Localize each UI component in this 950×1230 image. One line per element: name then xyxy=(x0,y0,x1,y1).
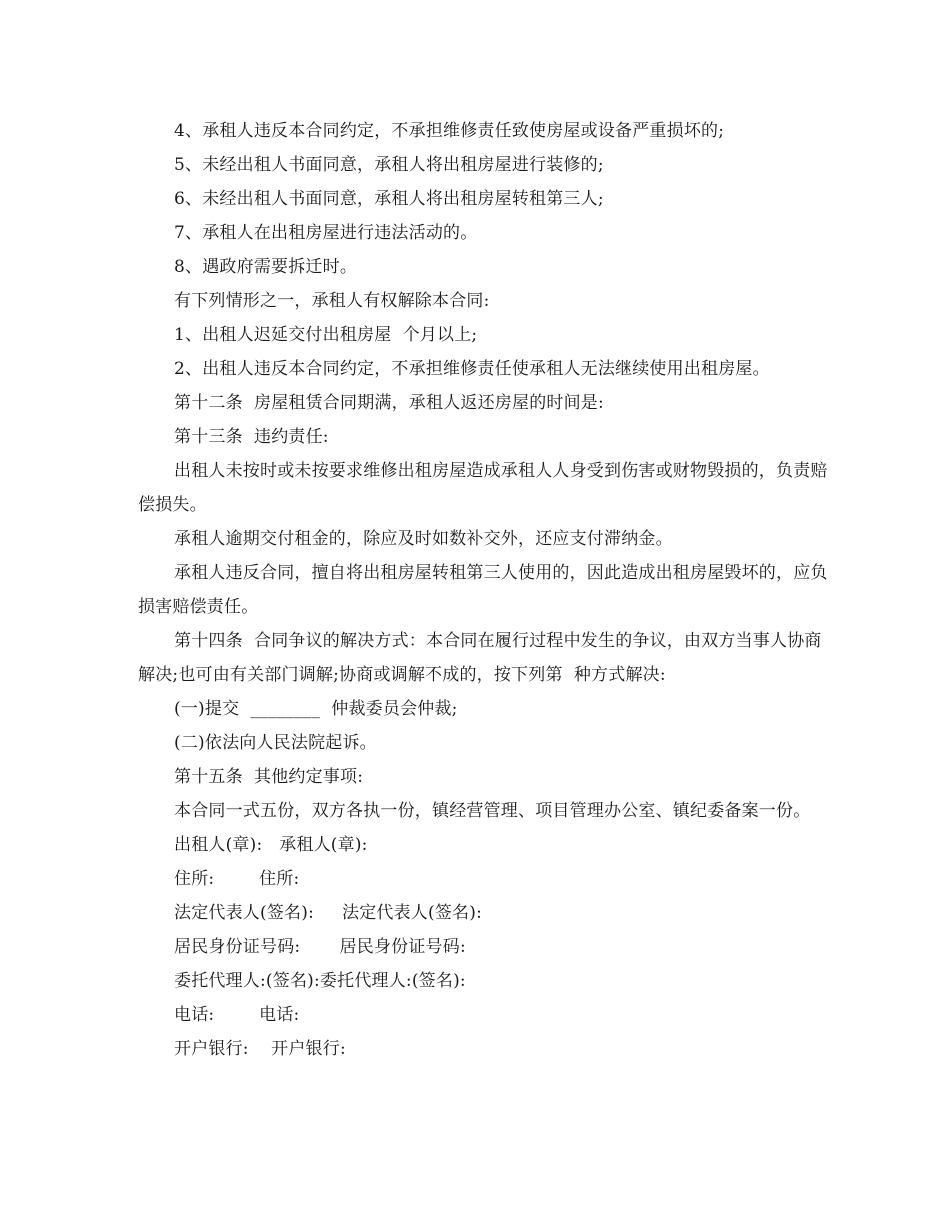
liability-landlord: 出租人未按时或未按要求维修出租房屋造成承租人人身受到伤害或财物毁损的，负责赔偿损失。 xyxy=(138,461,828,515)
signature-legal-rep-line: 法定代表人(签名): 法定代表人(签名): xyxy=(174,903,483,923)
signature-address-line: 住所: 住所: xyxy=(174,869,300,889)
signature-agent-line: 委托代理人:(签名):委托代理人:(签名): xyxy=(174,971,466,991)
article-12: 第十二条 房屋租赁合同期满，承租人返还房屋的时间是: xyxy=(174,393,604,413)
clause-item-8: 8、遇政府需要拆迁时。 xyxy=(174,257,358,277)
copies-clause: 本合同一式五份，双方各执一份，镇经营管理、项目管理办公室、镇纪委备案一份。 xyxy=(174,801,811,821)
signature-seal-line: 出租人(章): 承租人(章): xyxy=(174,835,368,855)
article-14: 第十四条 合同争议的解决方式：本合同在履行过程中发生的争议，由双方当事人协商解决;也可由有关部门调解;协商或调解不成的，按下列第 种方式解决: xyxy=(138,631,822,685)
dispute-option-1: (一)提交 ________ 仲裁委员会仲裁; xyxy=(174,699,458,719)
article-15: 第十五条 其他约定事项: xyxy=(174,767,364,787)
tenant-termination-intro: 有下列情形之一，承租人有权解除本合同: xyxy=(174,291,490,311)
clause-item-6: 6、未经出租人书面同意，承租人将出租房屋转租第三人; xyxy=(174,189,604,209)
liability-late-rent: 承租人逾期交付租金的，除应及时如数补交外，还应支付滞纳金。 xyxy=(174,529,673,549)
signature-id-line: 居民身份证号码: 居民身份证号码: xyxy=(174,937,466,957)
clause-item-4: 4、承租人违反本合同约定，不承担维修责任致使房屋或设备严重损坏的; xyxy=(174,121,725,141)
liability-sublease: 承租人违反合同，擅自将出租房屋转租第三人使用的，因此造成出租房屋毁坏的，应负损害赔偿责任。 xyxy=(138,563,828,617)
article-13: 第十三条 违约责任: xyxy=(174,427,329,447)
clause-item-5: 5、未经出租人书面同意，承租人将出租房屋进行装修的; xyxy=(174,155,604,175)
signature-bank-line: 开户银行: 开户银行: xyxy=(174,1039,346,1059)
tenant-termination-item-1: 1、出租人迟延交付出租房屋 个月以上; xyxy=(174,325,478,345)
signature-phone-line: 电话: 电话: xyxy=(174,1005,300,1025)
clause-item-7: 7、承租人在出租房屋进行违法活动的。 xyxy=(174,223,478,243)
tenant-termination-item-2: 2、出租人违反本合同约定，不承担维修责任使承租人无法继续使用出租房屋。 xyxy=(174,359,770,379)
dispute-option-2: (二)依法向人民法院起诉。 xyxy=(174,733,377,753)
